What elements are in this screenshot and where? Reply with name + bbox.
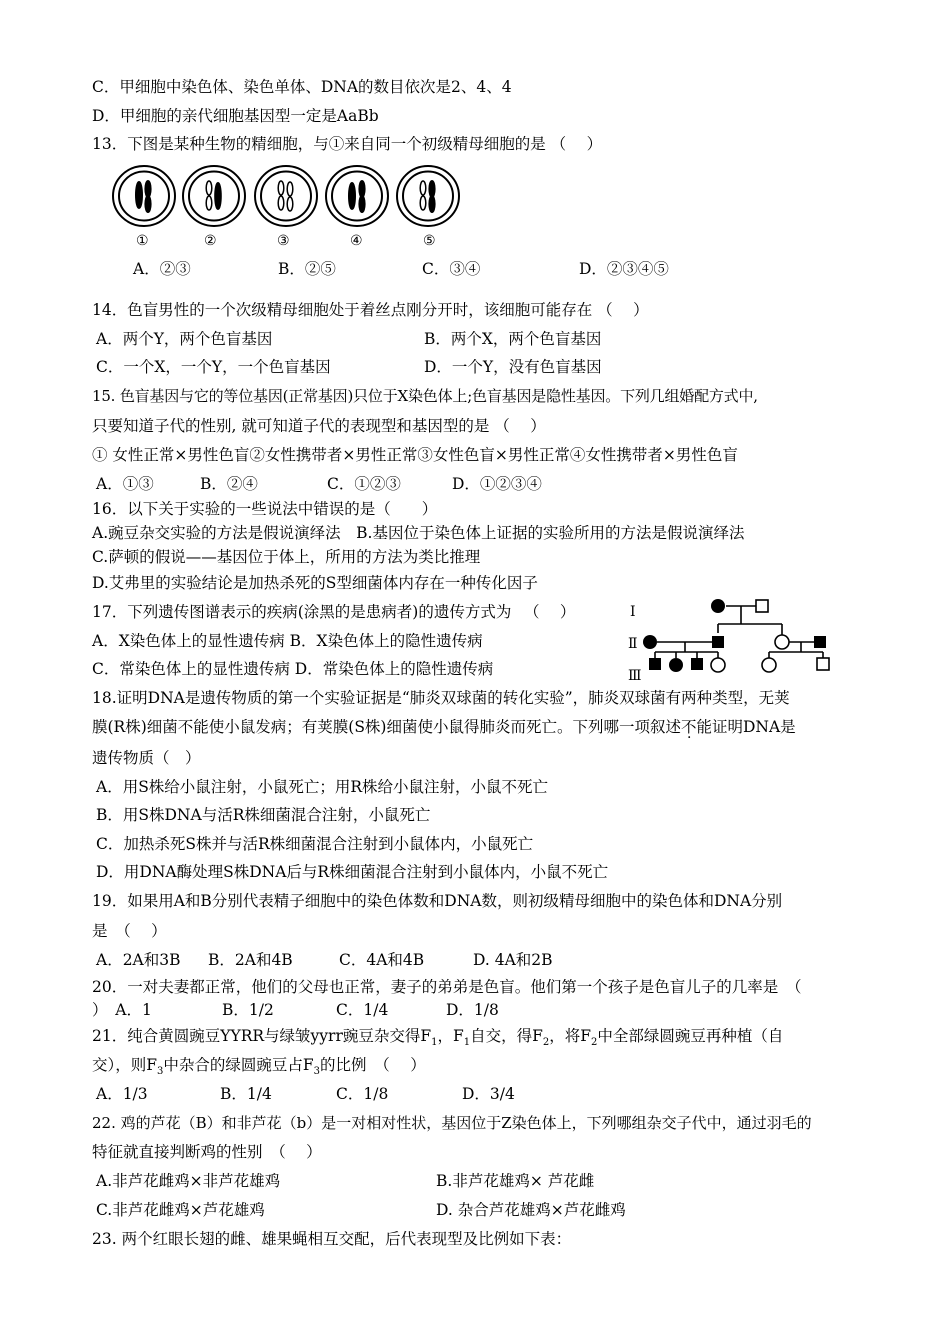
q16-stem: 16．以下关于实验的一些说法中错误的是（ ）	[92, 500, 438, 518]
q15-option-a: A．①③	[96, 475, 154, 493]
q19-stem-2: 是 （ ）	[92, 922, 167, 940]
cell-2	[183, 166, 245, 226]
q18-stem-3: 遗传物质（ ）	[92, 749, 201, 767]
q21-text-e: 中全部绿圆豌豆再种植（自	[597, 1027, 784, 1045]
generation-label-1: Ⅰ	[630, 604, 636, 620]
q19-stem-1: 19．如果用A和B分别代表精子细胞中的染色体数和DNA数，则初级精母细胞中的染色体和DNA分别	[92, 892, 783, 910]
q17-stem: 17．下列遗传图谱表示的疾病(涂黑的是患病者)的遗传方式为 （ ）	[92, 603, 576, 621]
generation-label-3: Ⅲ	[628, 668, 642, 684]
q12-option-d: D．甲细胞的亲代细胞基因型一定是AaBb	[92, 107, 379, 125]
q21-stem-1	[92, 1026, 783, 1053]
q21-text-f: 交），则F	[92, 1056, 158, 1074]
q13-option-d: D．②③④⑤	[579, 260, 669, 278]
q16-option-c: C.萨顿的假说——基因位于体上，所用的方法为类比推理	[92, 548, 481, 566]
q19-option-d: D. 4A和2B	[473, 951, 553, 969]
q21-text-g: 中杂合的绿圆豌豆占F	[163, 1056, 314, 1074]
q12-option-c: C．甲细胞中染色体、染色单体、DNA的数目依次是2、4、4	[92, 78, 512, 96]
q21-text-a: 21．纯合黄圆豌豆YYRR与绿皱yyrr豌豆杂交得F	[92, 1027, 432, 1045]
q20-stem: 20．一对夫妻都正常，他们的父母也正常，妻子的弟弟是色盲。他们第一个孩子是色盲儿子的几率是 （	[92, 978, 802, 996]
q15-stem-1: 15. 色盲基因与它的等位基因(正常基因)只位于X染色体上;色盲基因是隐性基因。下列几组婚配方式中,	[92, 387, 758, 405]
q14-option-b: B．两个X，两个色盲基因	[424, 330, 602, 348]
q18-stem-2	[92, 717, 796, 737]
q13-option-a: A．②③	[133, 260, 191, 278]
q16-option-d: D.艾弗里的实验结论是加热杀死的S型细菌体内存在一种传化因子	[92, 574, 538, 592]
q21-option-c: C．1/8	[336, 1085, 389, 1103]
q21-text-d: ，将F	[549, 1027, 592, 1045]
q20-option-a: ） A．1	[92, 1001, 152, 1019]
q14-option-a: A．两个Y，两个色盲基因	[96, 330, 273, 348]
q21-text-c: 自交，得F	[470, 1027, 543, 1045]
q18-option-c: C．加热杀死S株并与活R株细菌混合注射到小鼠体内，小鼠死亡	[96, 835, 534, 853]
q18-stem-2-after: 能证明DNA是	[696, 718, 796, 736]
q13-stem: 13．下图是某种生物的精细胞，与①来自同一个初级精母细胞的是 （ ）	[92, 135, 603, 153]
cell-4	[326, 166, 388, 226]
q15-option-d: D．①②③④	[452, 475, 542, 493]
q20-option-b: B．1/2	[222, 1001, 274, 1019]
q18-emphasis: 不	[680, 718, 697, 736]
q21-stem-2	[92, 1055, 426, 1082]
q18-option-a: A．用S株给小鼠注射，小鼠死亡；用R株给小鼠注射，小鼠不死亡	[96, 778, 548, 796]
q15-items: ① 女性正常×男性色盲②女性携带者×男性正常③女性色盲×男性正常④女性携带者×男性色盲	[92, 446, 738, 464]
q22-option-b: B.非芦花雄鸡× 芦花雌	[436, 1172, 595, 1190]
cell-label-2: ②	[204, 233, 217, 249]
q22-option-c: C.非芦花雌鸡×芦花雄鸡	[96, 1201, 265, 1219]
q19-option-b: B．2A和4B	[208, 951, 293, 969]
q21-sub-2a: 2	[542, 1037, 550, 1049]
q14-option-c: C．一个X，一个Y，一个色盲基因	[96, 358, 331, 376]
q16-option-ab: A.豌豆杂交实验的方法是假说演绎法 B.基因位于染色体上证据的实验所用的方法是假说演绎法	[92, 524, 745, 542]
q15-option-b: B．②④	[200, 475, 258, 493]
q21-sub-1a: 1	[431, 1037, 438, 1049]
cell-label-5: ⑤	[423, 233, 436, 249]
q13-option-b: B．②⑤	[278, 260, 336, 278]
q22-option-a: A.非芦花雌鸡×非芦花雄鸡	[96, 1172, 281, 1190]
pedigree-chart	[630, 596, 840, 686]
q20-option-c: C．1/4	[336, 1001, 389, 1019]
q14-stem: 14．色盲男性的一个次级精母细胞处于着丝点刚分开时，该细胞可能存在 （ ）	[92, 301, 649, 319]
q21-option-d: D．3/4	[462, 1085, 515, 1103]
q17-options-ab: A．X染色体上的显性遗传病 B．X染色体上的隐性遗传病	[92, 632, 483, 650]
q18-stem-2-before: 膜(R株)细菌不能使小鼠发病；有荚膜(S株)细菌使小鼠得肺炎而死亡。下列哪一项叙述	[92, 718, 681, 736]
cell-label-3: ③	[277, 233, 290, 249]
sperm-cells-figure	[112, 164, 472, 232]
q21-text-h: 的比例 （ ）	[320, 1056, 426, 1074]
q14-option-d: D．一个Y，没有色盲基因	[424, 358, 602, 376]
q18-option-b: B．用S株DNA与活R株细菌混合注射，小鼠死亡	[96, 806, 431, 824]
q22-stem-2: 特征就直接判断鸡的性别 （ ）	[92, 1143, 322, 1161]
q23-stem: 23. 两个红眼长翅的雌、雄果蝇相互交配，后代表现型及比例如下表：	[92, 1230, 572, 1248]
q21-sub-1b: 1	[463, 1037, 471, 1049]
q17-options-cd: C．常染色体上的显性遗传病 D．常染色体上的隐性遗传病	[92, 660, 494, 678]
q18-stem-1: 18.证明DNA是遗传物质的第一个实验证据是“肺炎双球菌的转化实验”，肺炎双球菌有两种类型，无荚	[92, 689, 790, 707]
q15-stem-2: 只要知道子代的性别, 就可知道子代的表现型和基因型的是 （ ）	[92, 417, 546, 435]
generation-label-2: Ⅱ	[628, 636, 638, 652]
q22-stem-1: 22. 鸡的芦花（B）和非芦花（b）是一对相对性状，基因位于Z染色体上，下列哪组杂交子代中，通过羽毛的	[92, 1114, 812, 1132]
q21-option-a: A．1/3	[96, 1085, 148, 1103]
q18-option-d: D．用DNA酶处理S株DNA后与R株细菌混合注射到小鼠体内，小鼠不死亡	[96, 863, 609, 881]
cell-label-4: ④	[350, 233, 363, 249]
cell-3	[255, 166, 317, 226]
cell-label-1: ①	[136, 233, 149, 249]
q19-option-c: C．4A和4B	[339, 951, 425, 969]
cell-1	[113, 166, 175, 226]
q19-option-a: A．2A和3B	[96, 951, 181, 969]
cell-5	[397, 166, 459, 226]
q22-option-d: D. 杂合芦花雄鸡×芦花雌鸡	[436, 1201, 626, 1219]
q21-sub-2b: 2	[591, 1037, 598, 1049]
q13-option-c: C．③④	[422, 260, 481, 278]
q15-option-c: C．①②③	[327, 475, 401, 493]
q21-sub-3a: 3	[157, 1066, 164, 1078]
q21-option-b: B．1/4	[220, 1085, 272, 1103]
q21-text-b: ，F	[437, 1027, 464, 1045]
q20-option-d: D．1/8	[446, 1001, 499, 1019]
q21-sub-3b: 3	[313, 1066, 321, 1078]
